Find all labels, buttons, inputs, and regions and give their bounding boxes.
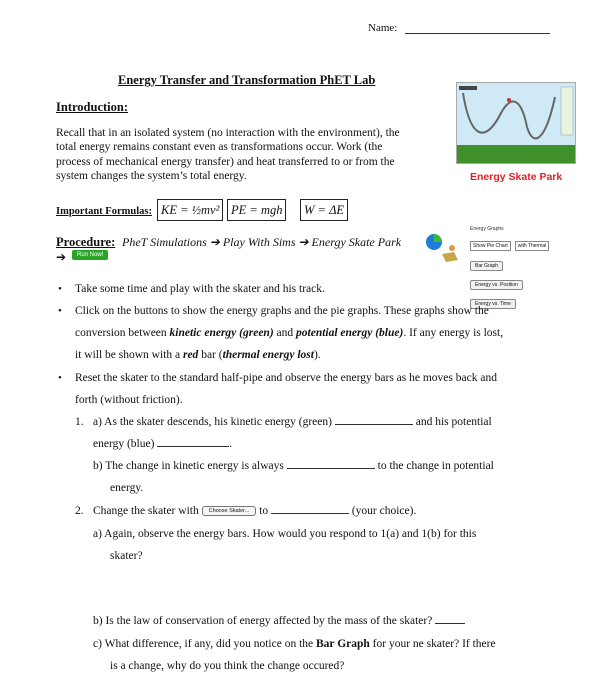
q1a-answer-blank-1[interactable] — [335, 415, 413, 425]
formulas-label: Important Formulas: — [56, 206, 152, 217]
intro-line: process of mechanical energy transfer) and heat transferred to or from the — [56, 155, 395, 168]
formula-work-energy: W = ΔE — [300, 199, 348, 221]
name-label: Name: — [368, 22, 398, 34]
q2-choice-text: (your choice). — [351, 505, 417, 517]
skater-icon — [424, 232, 466, 264]
bullet-3-line-2: forth (without friction). — [75, 394, 183, 406]
bullet-1-text: Take some time and play with the skater and his track. — [75, 283, 325, 295]
q2-answer-blank[interactable] — [271, 504, 349, 514]
b2-text: conversion between — [75, 327, 170, 339]
procedure-label: Procedure: — [56, 235, 116, 249]
bullet-icon: • — [58, 372, 62, 384]
bullet-2-line-1: Click on the buttons to show the energy graphs and the pie graphs. These graphs show the — [75, 305, 489, 317]
intro-line: total energy remains constant even as transformations occur. Work (the — [56, 141, 383, 154]
q1a-text: a) As the skater descends, his kinetic energy (green) — [93, 416, 332, 428]
q1a-mid-text: and his potential — [415, 416, 492, 428]
question-1a-line-2 — [93, 437, 232, 451]
bullet-icon: • — [58, 283, 62, 295]
formula-potential-energy: PE = mgh — [227, 199, 286, 221]
q1a-period: . — [229, 438, 233, 450]
with-thermal-checkbox[interactable]: with Thermal — [515, 241, 550, 251]
b2-text: and — [273, 327, 297, 339]
q2-to-text: to — [259, 505, 269, 517]
intro-line: system changes the system’s total energy. — [56, 169, 247, 182]
bar-graph-term: Bar Graph — [316, 638, 370, 650]
bullet-2-line-2 — [75, 326, 503, 340]
q1b-mid-text: to the change in potential — [377, 460, 494, 472]
question-1b-text — [93, 459, 494, 473]
q1b-text: b) The change in kinetic energy is always — [93, 460, 284, 472]
red-term: red — [182, 349, 199, 361]
question-2b-text — [93, 614, 465, 628]
energy-vs-position-button[interactable]: Energy vs. Position — [470, 280, 523, 290]
q2b-answer-blank[interactable] — [435, 614, 465, 624]
energy-vs-time-button[interactable]: Energy vs. Time — [470, 299, 516, 309]
q2c-text-end: for your ne skater? If there — [369, 638, 496, 650]
question-2c-line-1 — [93, 637, 496, 651]
bullet-2-line-3 — [75, 348, 321, 362]
question-2-text — [93, 504, 416, 518]
kinetic-energy-term: kinetic energy (green) — [169, 327, 274, 339]
question-2c-line-2: is a change, why do you think the change occured? — [110, 660, 345, 672]
q1a-answer-blank-2[interactable] — [157, 437, 229, 447]
q2b-text: b) Is the law of conservation of energy affected by the mass of the skater? — [93, 615, 433, 627]
skate-track-illustration — [457, 83, 575, 163]
question-1b-line-2: energy. — [110, 482, 144, 494]
b2-text: it will be shown with a — [75, 349, 183, 361]
show-pie-chart-checkbox[interactable]: Show Pie Chart — [470, 241, 511, 251]
q1b-answer-blank[interactable] — [287, 459, 375, 469]
bullet-icon: • — [58, 305, 62, 317]
question-1a-text — [93, 415, 492, 429]
question-2-number: 2. — [75, 505, 84, 517]
q2-text: Change the skater with — [93, 505, 199, 517]
thermal-energy-term: thermal energy lost — [222, 349, 314, 361]
skate-park-thumbnail — [456, 82, 576, 164]
b2-text: . If any energy is lost, — [403, 327, 504, 339]
energy-graphs-header: Energy Graphs — [470, 226, 504, 232]
run-now-button[interactable]: Run Now! — [72, 250, 108, 260]
b2-text: ). — [313, 349, 321, 361]
skate-park-caption: Energy Skate Park — [470, 171, 563, 183]
energy-graphs-panel — [470, 226, 582, 307]
procedure-path: PheT Simulations ➔ Play With Sims ➔ Energy Skate Park — [122, 235, 402, 249]
intro-line: Recall that in an isolated system (no interaction with the environment), the — [56, 127, 400, 139]
bullet-3-line-1: Reset the skater to the standard half-pipe and observe the energy bars as he moves back and — [75, 372, 497, 384]
q2c-text: c) What difference, if any, did you notice on the — [93, 638, 316, 650]
document-title: Energy Transfer and Transformation PhET Lab — [118, 73, 376, 87]
question-2a-line-2: skater? — [110, 550, 143, 562]
arrow-icon: ➔ — [56, 250, 67, 264]
question-2a-line-1: a) Again, observe the energy bars. How would you respond to 1(a) and 1(b) for this — [93, 528, 477, 540]
q1a-line-2-text: energy (blue) — [93, 438, 155, 450]
introduction-heading: Introduction: — [56, 100, 129, 114]
potential-energy-term: potential energy (blue) — [296, 327, 404, 339]
choose-skater-button[interactable]: Choose Skater... — [202, 506, 257, 516]
formula-kinetic-energy: KE = ½mv² — [157, 199, 223, 221]
introduction-paragraph — [56, 126, 440, 183]
name-field[interactable] — [405, 33, 550, 34]
question-1-number: 1. — [75, 416, 84, 428]
bar-graph-button[interactable]: Bar Graph — [470, 261, 503, 271]
b2-text: bar ( — [198, 349, 223, 361]
